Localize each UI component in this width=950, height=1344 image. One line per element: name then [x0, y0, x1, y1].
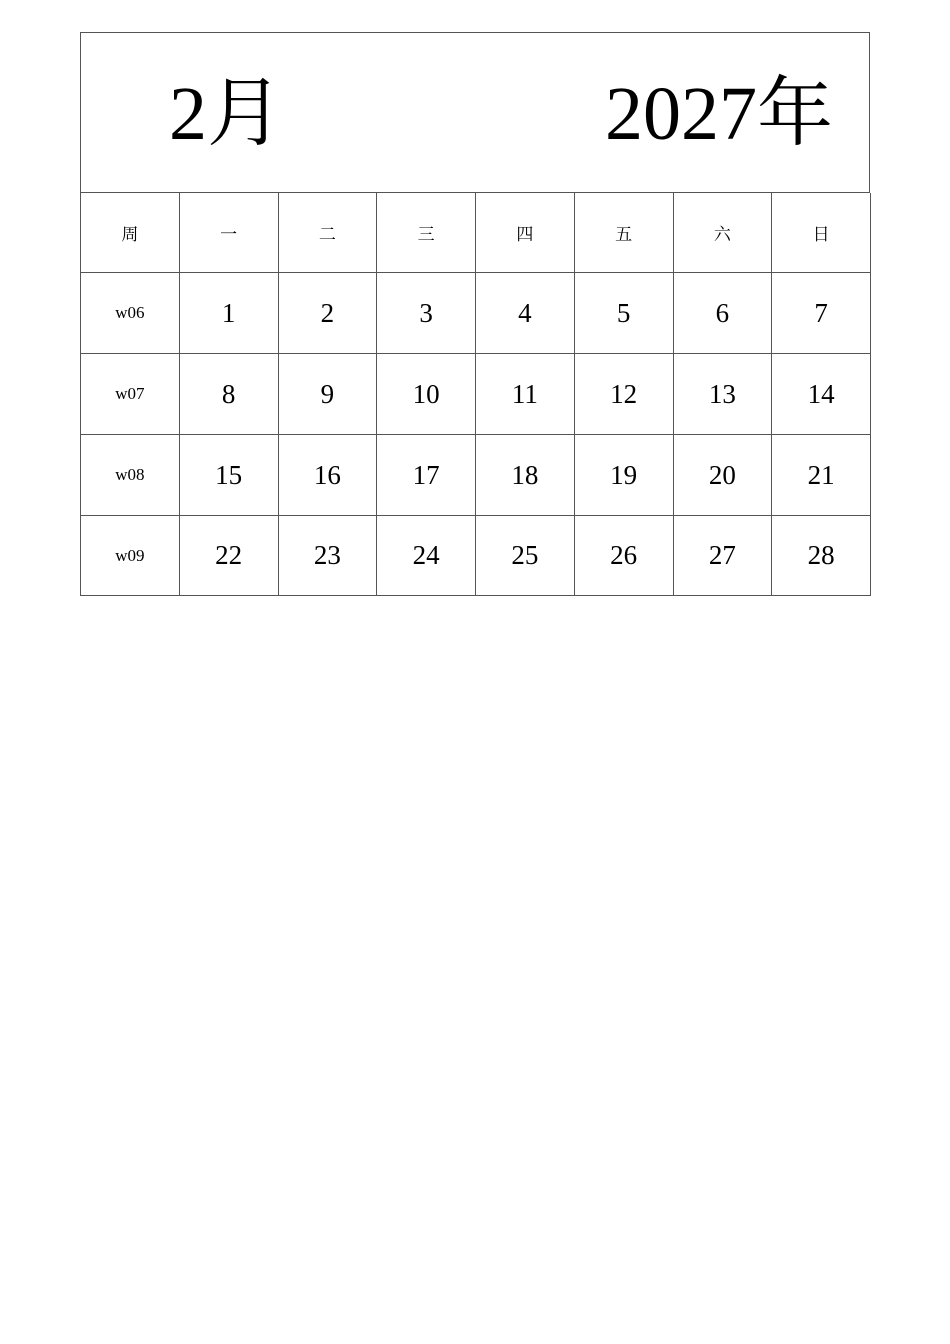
day-cell: 13: [674, 354, 773, 435]
weekday-sunday: 日: [772, 193, 871, 273]
week-number: w08: [81, 435, 180, 516]
day-cell: 10: [377, 354, 476, 435]
day-cell: 6: [674, 273, 773, 354]
day-cell: 28: [772, 516, 871, 596]
day-cell: 25: [476, 516, 575, 596]
day-cell: 5: [575, 273, 674, 354]
week-row: [81, 273, 870, 354]
week-number: w07: [81, 354, 180, 435]
weekday-header-row: [81, 193, 870, 273]
day-cell: 22: [180, 516, 279, 596]
day-cell: 17: [377, 435, 476, 516]
day-cell: 19: [575, 435, 674, 516]
day-cell: 2: [279, 273, 378, 354]
day-cell: 12: [575, 354, 674, 435]
week-row: [81, 435, 870, 516]
week-number: w06: [81, 273, 180, 354]
weekday-thursday: 四: [476, 193, 575, 273]
day-cell: 9: [279, 354, 378, 435]
weekday-friday: 五: [575, 193, 674, 273]
day-cell: 23: [279, 516, 378, 596]
day-cell: 21: [772, 435, 871, 516]
weekday-tuesday: 二: [279, 193, 378, 273]
weekday-monday: 一: [180, 193, 279, 273]
day-cell: 3: [377, 273, 476, 354]
month-title: [169, 68, 283, 157]
calendar-header: [81, 33, 870, 193]
day-cell: 7: [772, 273, 871, 354]
month-suffix: 月: [207, 68, 283, 157]
month-number: 2: [169, 72, 207, 156]
day-cell: 27: [674, 516, 773, 596]
weekday-wednesday: 三: [377, 193, 476, 273]
day-cell: 15: [180, 435, 279, 516]
year-number: 2027: [605, 72, 757, 156]
day-cell: 24: [377, 516, 476, 596]
weekday-saturday: 六: [674, 193, 773, 273]
day-cell: 26: [575, 516, 674, 596]
day-cell: 11: [476, 354, 575, 435]
week-row: [81, 516, 870, 596]
year-title: [605, 68, 833, 157]
day-cell: 1: [180, 273, 279, 354]
calendar-grid: [80, 32, 870, 596]
day-cell: 20: [674, 435, 773, 516]
week-column-header: 周: [81, 193, 180, 273]
day-cell: 8: [180, 354, 279, 435]
week-row: [81, 354, 870, 435]
day-cell: 18: [476, 435, 575, 516]
day-cell: 4: [476, 273, 575, 354]
year-suffix: 年: [757, 68, 833, 157]
day-cell: 16: [279, 435, 378, 516]
week-number: w09: [81, 516, 180, 596]
day-cell: 14: [772, 354, 871, 435]
